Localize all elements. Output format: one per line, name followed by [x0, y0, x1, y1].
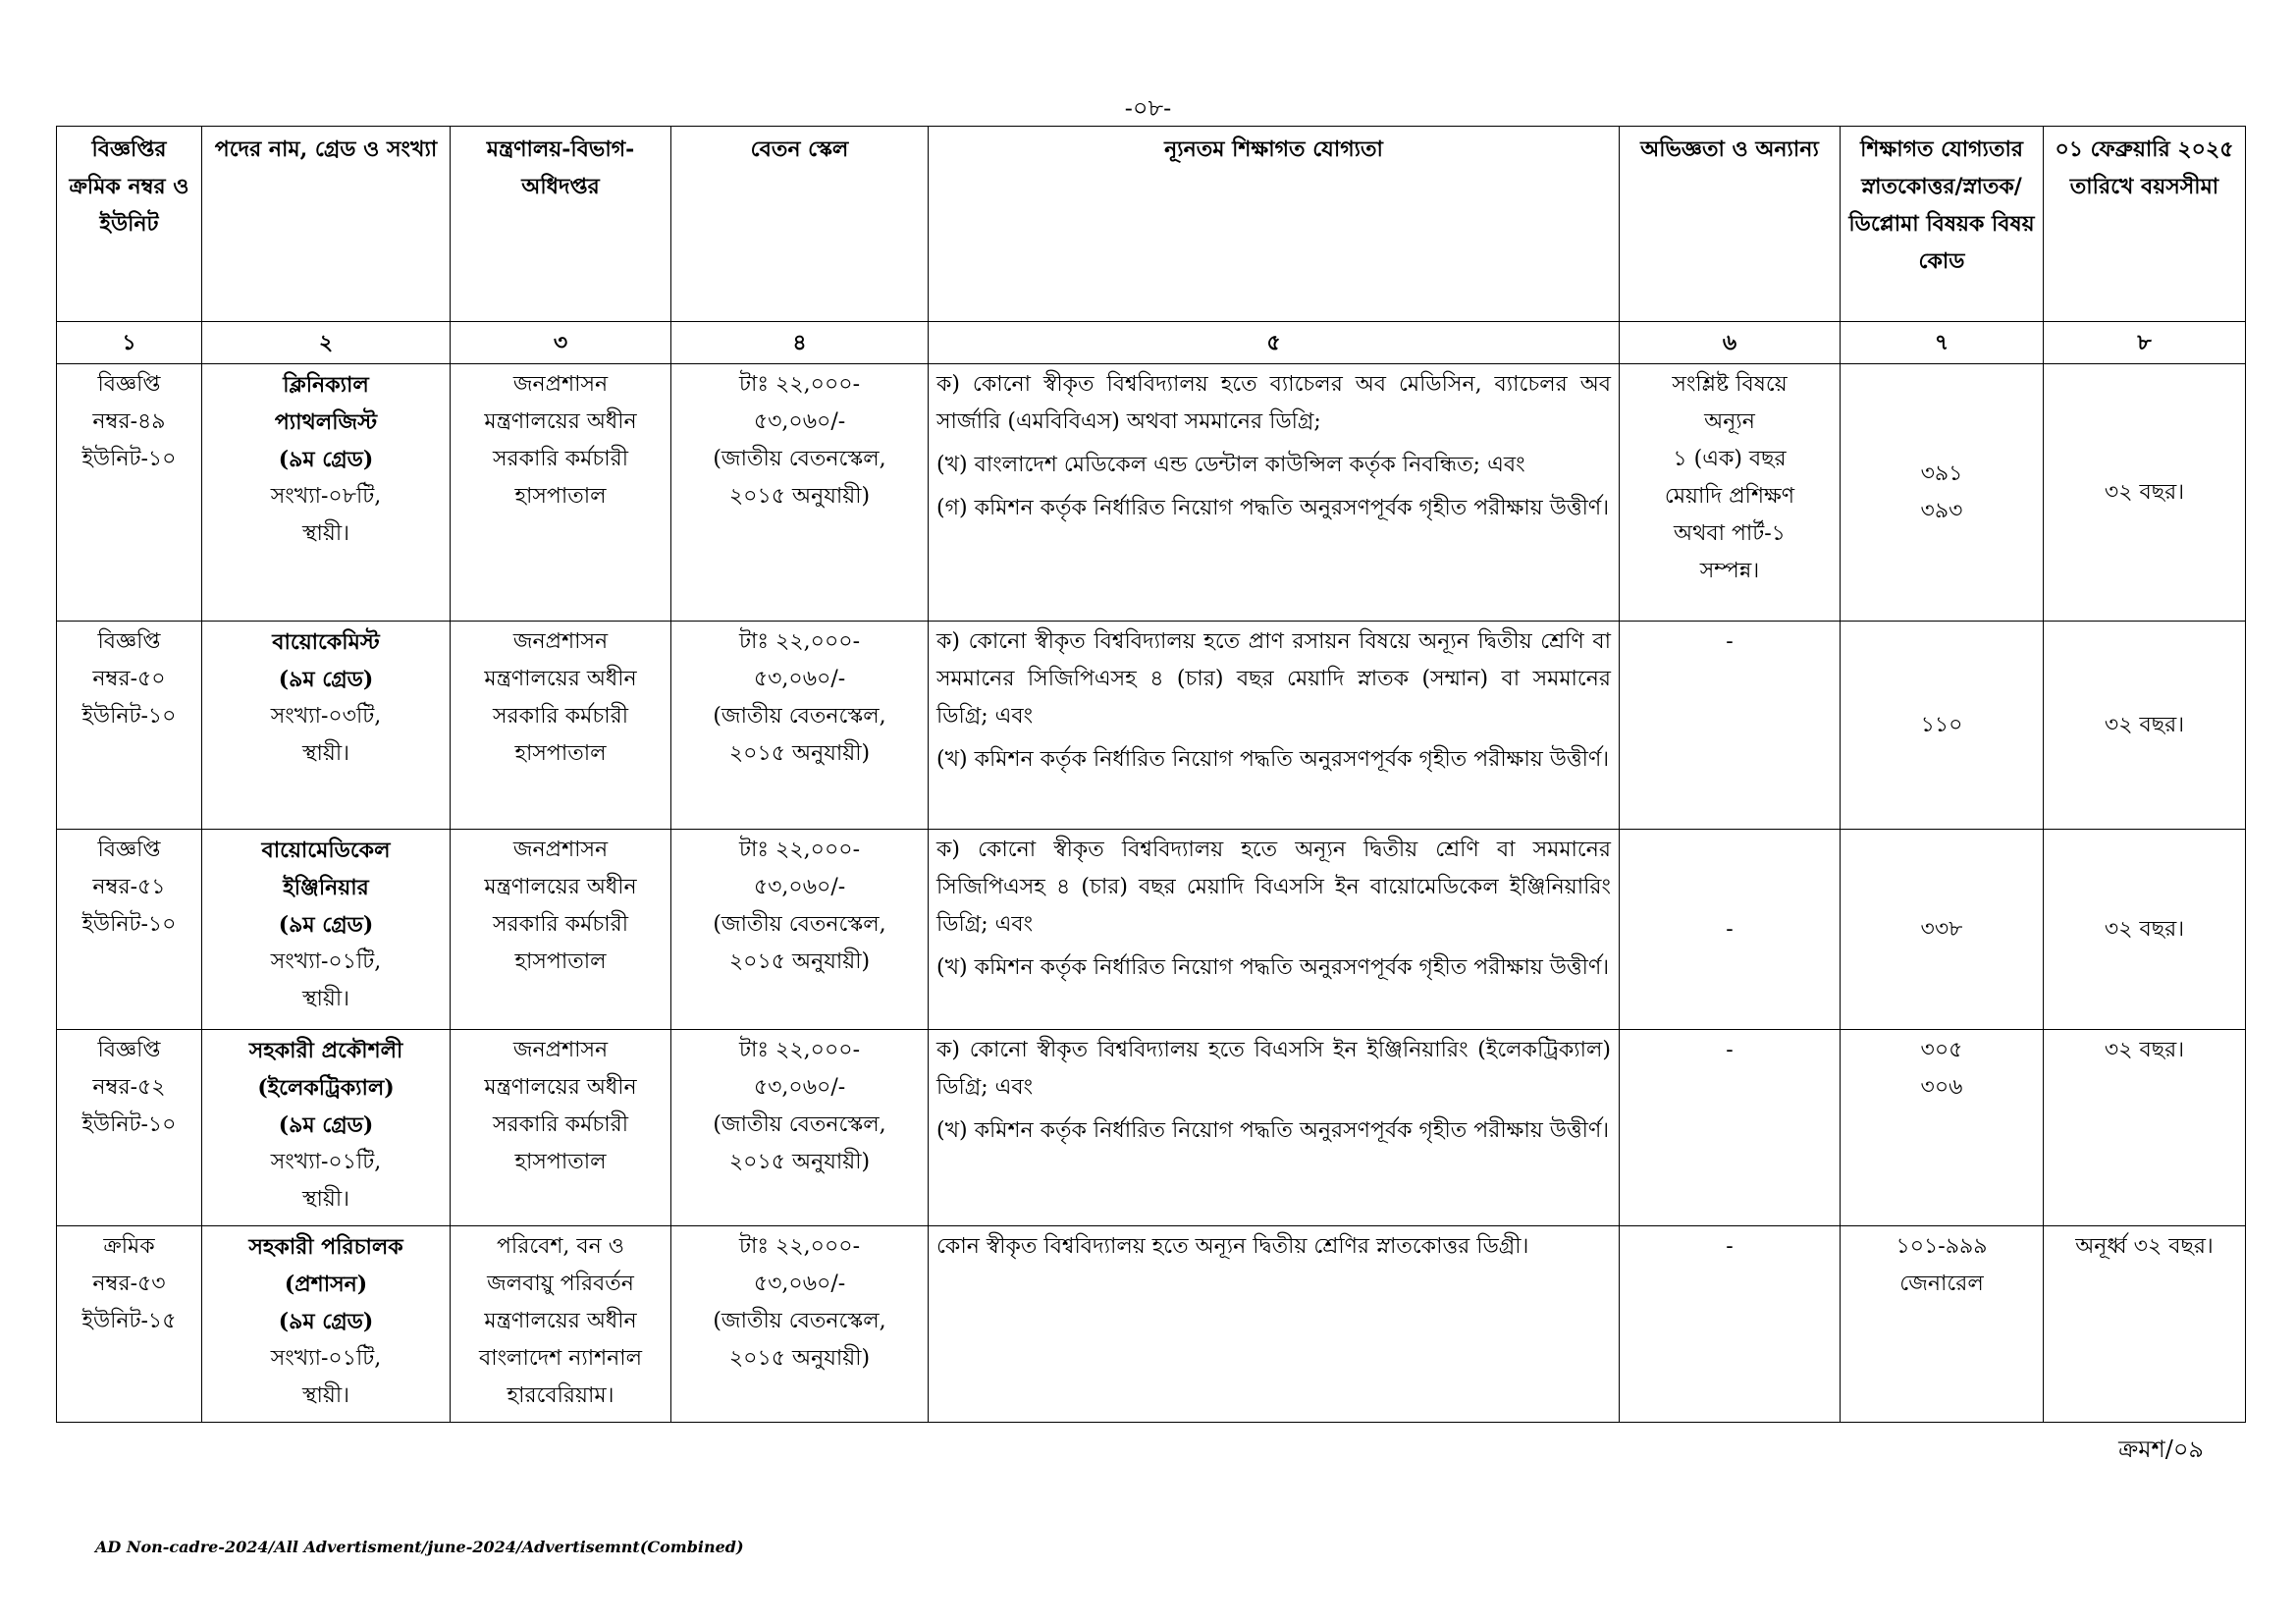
qualification-cell [929, 1030, 1620, 1226]
post-name-line: (ইলেকট্রিক্যাল) [257, 1075, 395, 1101]
scale-cell [671, 1226, 929, 1423]
serial-cell [57, 622, 202, 830]
ministry-line: হাসপাতাল [514, 1150, 607, 1174]
subject-code-cell [1841, 364, 2044, 622]
table-row [57, 1030, 2246, 1226]
grade-label: (৯ম গ্রেড) [278, 1112, 374, 1138]
ministry-line: হাসপাতাল [514, 484, 607, 509]
file-path-footer: AD Non-cadre-2024/All Advertisment/june-2024/Advertisemnt(Combined) [95, 1538, 744, 1556]
count-line: স্থায়ী। [301, 987, 350, 1011]
serial-cell [57, 364, 202, 622]
age-limit-value: ৩২ বছর। [2104, 1038, 2185, 1062]
post-cell [202, 622, 451, 830]
experience-cell [1620, 622, 1841, 830]
column-number-row [57, 322, 2246, 364]
scale-line: ২০১৫ অনুযায়ী) [728, 1346, 871, 1371]
post-name-line: (প্রশাসন) [284, 1272, 368, 1297]
scale-line: (জাতীয় বেতনস্কেল, [713, 1112, 886, 1137]
column-number: ৮ [2044, 322, 2246, 364]
post-name-line: সহকারী প্রকৌশলী [248, 1038, 403, 1063]
ministry-line: মন্ত্রণালয়ের অধীন [484, 1309, 637, 1333]
column-number: ১ [57, 322, 202, 364]
header-scale: বেতন স্কেল [671, 127, 929, 322]
ministry-cell [451, 1030, 671, 1226]
scale-line: টাঃ ২২,০০০- [738, 838, 861, 862]
continuation-note: ক্রমশ/০৯ [2118, 1435, 2204, 1463]
scale-cell [671, 830, 929, 1030]
age-limit-value: ৩২ বছর। [2104, 916, 2185, 942]
ministry-cell [451, 830, 671, 1030]
header-ministry: মন্ত্রণালয়-বিভাগ-অধিদপ্তর [451, 127, 671, 322]
experience-line: মেয়াদি প্রশিক্ষণ [1664, 484, 1795, 509]
scale-line: ৫৩,০৬০/- [753, 1272, 846, 1296]
experience-line: সংশ্লিষ্ট বিষয়ে [1672, 372, 1788, 397]
scale-cell [671, 364, 929, 622]
qualification-item: ক) কোনো স্বীকৃত বিশ্ববিদ্যালয় হতে ব্যাচেলর অব মেডিসিন, ব্যাচেলর অব সার্জারি (এমবিবিএস) অথবা সমমানের ডিগ্রি; [936, 372, 1611, 434]
subject-code-line: জেনারেল [1899, 1272, 1984, 1296]
serial-line: নম্বর-৫০ [92, 667, 166, 691]
grade-label: (৯ম গ্রেড) [278, 447, 374, 472]
count-line: সংখ্যা-০৩টি, [270, 704, 382, 729]
count-line: সংখ্যা-০১টি, [270, 1150, 382, 1174]
count-line: সংখ্যা-০৮টি, [270, 484, 382, 509]
qualification-cell [929, 364, 1620, 622]
ministry-cell [451, 1226, 671, 1423]
qualification-item: (খ) কমিশন কর্তৃক নির্ধারিত নিয়োগ পদ্ধতি অনুরসণপূর্বক গৃহীত পরীক্ষায় উত্তীর্ণ। [936, 955, 1610, 980]
subject-code-line: ৩৯৩ [1920, 498, 1963, 523]
qualification-item: ক) কোনো স্বীকৃত বিশ্ববিদ্যালয় হতে অন্যূন দ্বিতীয় শ্রেণি বা সমমানের সিজিপিএসহ ৪ (চার) বছর মেয়াদি বিএসসি ইন বায়োমেডিকেল ইঞ্জিনিয়ারিং ডিগ্রি; এবং [936, 838, 1611, 937]
age-limit-cell [2044, 830, 2246, 1030]
ministry-line: জনপ্রশাসন [512, 629, 609, 654]
serial-line: ইউনিট-১৫ [81, 1309, 177, 1333]
ministry-line: পরিবেশ, বন ও [497, 1234, 624, 1259]
serial-line: বিজ্ঞপ্তি [97, 629, 161, 654]
qualification-item: কোন স্বীকৃত বিশ্ববিদ্যালয় হতে অন্যূন দ্বিতীয় শ্রেণির স্নাতকোত্তর ডিগ্রী। [936, 1234, 1529, 1259]
header-post: পদের নাম, গ্রেড ও সংখ্যা [202, 127, 451, 322]
ministry-line: হাসপাতাল [514, 949, 607, 974]
subject-code-cell [1841, 622, 2044, 830]
scale-line: টাঃ ২২,০০০- [738, 629, 861, 654]
qualification-item: (খ) কমিশন কর্তৃক নির্ধারিত নিয়োগ পদ্ধতি অনুরসণপূর্বক গৃহীত পরীক্ষায় উত্তীর্ণ। [936, 747, 1610, 772]
ministry-line: জনপ্রশাসন [512, 1038, 609, 1062]
count-line: সংখ্যা-০১টি, [270, 1346, 382, 1371]
scale-line: ৫৩,০৬০/- [753, 1075, 846, 1100]
age-limit-value: ৩২ বছর। [2104, 479, 2185, 505]
qualification-item: (খ) কমিশন কর্তৃক নির্ধারিত নিয়োগ পদ্ধতি অনুরসণপূর্বক গৃহীত পরীক্ষায় উত্তীর্ণ। [936, 1118, 1610, 1143]
subject-code-cell [1841, 1226, 2044, 1423]
ministry-line: সরকারি কর্মচারী [492, 912, 629, 937]
table-row [57, 364, 2246, 622]
serial-cell [57, 830, 202, 1030]
serial-line: ক্রমিক [103, 1234, 155, 1259]
serial-line: বিজ্ঞপ্তি [97, 838, 161, 862]
serial-line: নম্বর-৫১ [92, 875, 166, 899]
qualification-item: (খ) বাংলাদেশ মেডিকেল এন্ড ডেন্টাল কাউন্সিল কর্তৃক নিবন্ধিত; এবং [936, 453, 1525, 477]
subject-code-line: ১০১-৯৯৯ [1896, 1234, 1988, 1259]
scale-line: ৫৩,০৬০/- [753, 875, 846, 899]
experience-cell [1620, 1226, 1841, 1423]
grade-label: (৯ম গ্রেড) [278, 912, 374, 938]
post-name-line: ইঞ্জিনিয়ার [283, 875, 369, 900]
post-name-line: ক্লিনিক্যাল [283, 372, 369, 398]
ministry-cell [451, 364, 671, 622]
post-name-line: বায়োকেমিস্ট [272, 629, 380, 655]
count-line: সংখ্যা-০১টি, [270, 949, 382, 974]
qualification-item: (গ) কমিশন কর্তৃক নির্ধারিত নিয়োগ পদ্ধতি অনুরসণপূর্বক গৃহীত পরীক্ষায় উত্তীর্ণ। [936, 496, 1610, 520]
scale-line: (জাতীয় বেতনস্কেল, [713, 912, 886, 937]
ministry-line: মন্ত্রণালয়ের অধীন [484, 875, 637, 899]
serial-line: ইউনিট-১০ [81, 704, 177, 729]
serial-line: ইউনিট-১০ [81, 447, 177, 471]
header-qualification: ন্যূনতম শিক্ষাগত যোগ্যতা [929, 127, 1620, 322]
header-row [57, 127, 2246, 322]
ministry-line: হারবেরিয়াম। [507, 1383, 614, 1408]
subject-code-cell [1841, 830, 2044, 1030]
page-number: -০৮- [1124, 94, 1172, 122]
scale-line: ২০১৫ অনুযায়ী) [728, 949, 871, 974]
ministry-line: জনপ্রশাসন [512, 838, 609, 862]
age-limit-value: অনূর্ধ্ব ৩২ বছর। [2075, 1234, 2214, 1259]
ministry-line: মন্ত্রণালয়ের অধীন [484, 667, 637, 691]
scale-line: (জাতীয় বেতনস্কেল, [713, 1309, 886, 1333]
qualification-cell [929, 622, 1620, 830]
table-row [57, 830, 2246, 1030]
count-line: স্থায়ী। [301, 521, 350, 546]
column-number: ২ [202, 322, 451, 364]
header-serial: বিজ্ঞপ্তির ক্রমিক নম্বর ও ইউনিট [57, 127, 202, 322]
serial-line: নম্বর-৪৯ [92, 409, 166, 434]
age-limit-cell [2044, 1030, 2246, 1226]
scale-line: ২০১৫ অনুযায়ী) [728, 741, 871, 766]
grade-label: (৯ম গ্রেড) [278, 667, 374, 692]
post-cell [202, 1030, 451, 1226]
scale-line: ২০১৫ অনুযায়ী) [728, 484, 871, 509]
count-line: স্থায়ী। [301, 1383, 350, 1408]
scale-line: (জাতীয় বেতনস্কেল, [713, 704, 886, 729]
qualification-cell [929, 1226, 1620, 1423]
ministry-line: সরকারি কর্মচারী [492, 447, 629, 471]
column-number: ৫ [929, 322, 1620, 364]
scale-line: (জাতীয় বেতনস্কেল, [713, 447, 886, 471]
subject-code-line: ৩০৫ [1920, 1038, 1963, 1062]
experience-line: ১ (এক) বছর [1673, 447, 1787, 471]
column-number: ৬ [1620, 322, 1841, 364]
column-number: ৪ [671, 322, 929, 364]
subject-code-line: ৩৩৮ [1920, 916, 1963, 942]
scale-cell [671, 1030, 929, 1226]
post-cell [202, 830, 451, 1030]
table-row [57, 1226, 2246, 1423]
count-line: স্থায়ী। [301, 741, 350, 766]
age-limit-value: ৩২ বছর। [2104, 712, 2185, 737]
post-cell [202, 1226, 451, 1423]
advertisement-table [56, 126, 2246, 1423]
serial-cell [57, 1030, 202, 1226]
experience-cell [1620, 1030, 1841, 1226]
experience-line: - [1726, 1038, 1734, 1062]
ministry-line: হাসপাতাল [514, 741, 607, 766]
scale-line: ৫৩,০৬০/- [753, 409, 846, 434]
subject-code-line: ১১০ [1920, 712, 1963, 737]
scale-line: টাঃ ২২,০০০- [738, 1038, 861, 1062]
ministry-line: সরকারি কর্মচারী [492, 1112, 629, 1137]
post-cell [202, 364, 451, 622]
experience-line: অন্যূন [1704, 409, 1755, 434]
age-limit-cell [2044, 1226, 2246, 1423]
serial-line: বিজ্ঞপ্তি [97, 1038, 161, 1062]
experience-line: - [1726, 629, 1734, 654]
count-line: স্থায়ী। [301, 1187, 350, 1212]
experience-line: সম্পন্ন। [1699, 559, 1760, 583]
experience-line: - [1726, 1234, 1734, 1259]
table-row [57, 622, 2246, 830]
age-limit-cell [2044, 364, 2246, 622]
serial-line: ইউনিট-১০ [81, 912, 177, 937]
post-name-line: বায়োমেডিকেল [261, 838, 391, 863]
column-number: ৭ [1841, 322, 2044, 364]
qualification-item: ক) কোনো স্বীকৃত বিশ্ববিদ্যালয় হতে বিএসসি ইন ইঞ্জিনিয়ারিং (ইলেকট্রিক্যাল) ডিগ্রি; এবং [936, 1038, 1611, 1100]
qualification-cell [929, 830, 1620, 1030]
header-age-limit: ০১ ফেব্রুয়ারি ২০২৫ তারিখে বয়সসীমা [2044, 127, 2246, 322]
subject-code-line: ৩৯১ [1920, 460, 1963, 486]
ministry-line: মন্ত্রণালয়ের অধীন [484, 1075, 637, 1100]
ministry-cell [451, 622, 671, 830]
scale-line: টাঃ ২২,০০০- [738, 1234, 861, 1259]
experience-cell [1620, 364, 1841, 622]
subject-code-cell [1841, 1030, 2044, 1226]
age-limit-cell [2044, 622, 2246, 830]
grade-label: (৯ম গ্রেড) [278, 1309, 374, 1334]
scale-line: টাঃ ২২,০০০- [738, 372, 861, 397]
experience-line: - [1726, 916, 1734, 942]
ministry-line: মন্ত্রণালয়ের অধীন [484, 409, 637, 434]
ministry-line: বাংলাদেশ ন্যাশনাল [478, 1346, 643, 1371]
header-subject-code: শিক্ষাগত যোগ্যতার স্নাতকোত্তর/স্নাতক/ ডিপ্লোমা বিষয়ক বিষয় কোড [1841, 127, 2044, 322]
experience-line: অথবা পার্ট-১ [1674, 521, 1786, 546]
scale-line: ২০১৫ অনুযায়ী) [728, 1150, 871, 1174]
serial-cell [57, 1226, 202, 1423]
post-name-line: সহকারী পরিচালক [248, 1234, 403, 1260]
ministry-line: সরকারি কর্মচারী [492, 704, 629, 729]
column-number: ৩ [451, 322, 671, 364]
serial-line: নম্বর-৫২ [92, 1075, 166, 1100]
serial-line: ইউনিট-১০ [81, 1112, 177, 1137]
post-name-line: প্যাথলজিস্ট [274, 409, 378, 435]
qualification-item: ক) কোনো স্বীকৃত বিশ্ববিদ্যালয় হতে প্রাণ রসায়ন বিষয়ে অন্যূন দ্বিতীয় শ্রেণি বা সমমানের সিজিপিএসহ ৪ (চার) বছর মেয়াদি স্নাতক (সম্মান) বা সমমানের ডিগ্রি; এবং [936, 629, 1611, 729]
serial-line: বিজ্ঞপ্তি [97, 372, 161, 397]
serial-line: নম্বর-৫৩ [92, 1272, 166, 1296]
subject-code-line: ৩০৬ [1920, 1075, 1963, 1100]
scale-cell [671, 622, 929, 830]
ministry-line: জনপ্রশাসন [512, 372, 609, 397]
header-experience: অভিজ্ঞতা ও অন্যান্য [1620, 127, 1841, 322]
scale-line: ৫৩,০৬০/- [753, 667, 846, 691]
ministry-line: জলবায়ু পরিবর্তন [487, 1272, 634, 1296]
experience-cell [1620, 830, 1841, 1030]
